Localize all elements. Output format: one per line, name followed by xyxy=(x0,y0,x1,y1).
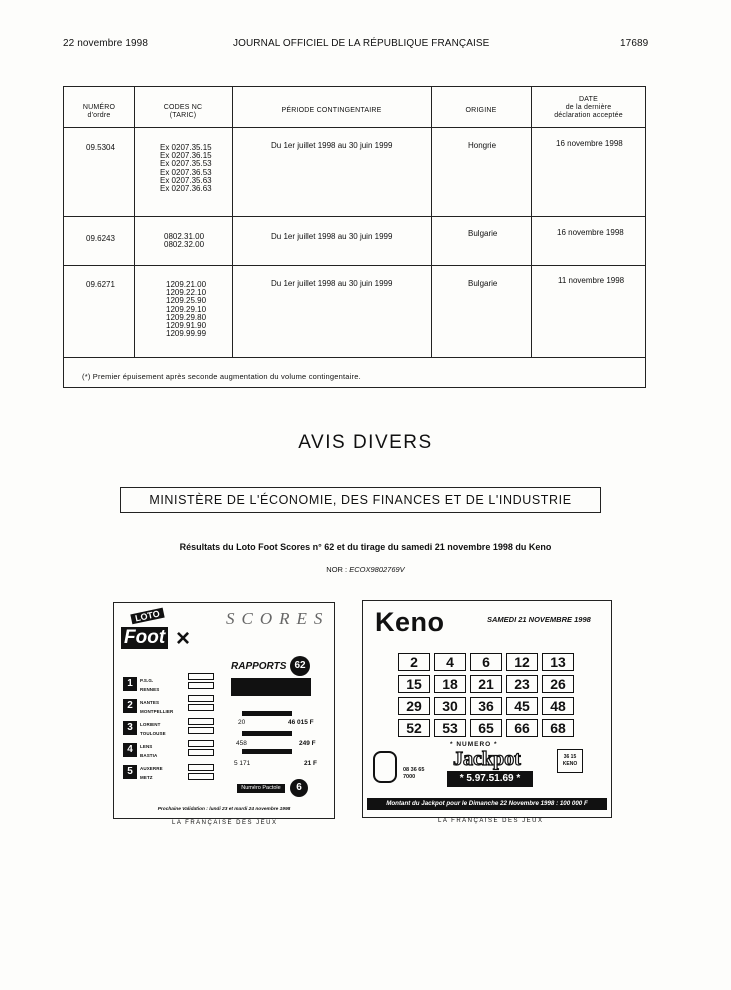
contingent-table xyxy=(63,86,646,388)
keno-number: 13 xyxy=(542,653,574,671)
keno-number: 21 xyxy=(470,675,502,693)
keno-title: Keno xyxy=(375,607,445,637)
header-date: DATE de la dernière déclaration acceptée xyxy=(554,96,623,119)
keno-footer: LA FRANÇAISE DES JEUX xyxy=(438,818,544,824)
score-grid xyxy=(188,718,214,725)
rapports-label: RAPPORTS xyxy=(231,661,287,672)
row-codes: 0802.31.00 0802.32.00 xyxy=(164,232,205,250)
row-periode: Du 1er juillet 1998 au 30 juin 1999 xyxy=(271,232,393,241)
keno-number: 15 xyxy=(398,675,430,693)
jackpot-banner: Montant du Jackpot pour le Dimanche 22 Novembre 1998 : 100 000 F xyxy=(367,798,607,810)
nor-line: NOR : ECOX9802769V xyxy=(326,565,405,574)
row-date: 16 novembre 1998 xyxy=(557,228,624,237)
row-codes: Ex 0207.35.15 Ex 0207.36.15 Ex 0207.35.53 Ex 0207.36.53 Ex 0207.35.63 Ex 0207.36.63 xyxy=(160,143,212,194)
keno-number: 52 xyxy=(398,719,430,737)
jackpot-number: * 5.97.51.69 * xyxy=(447,771,533,787)
table-footnote: (*) Premier épuisement après seconde augmentation du volume contingentaire. xyxy=(82,372,361,381)
rapport-winners: 458 xyxy=(236,740,247,747)
match-number: 3 xyxy=(123,721,137,735)
results-title: Résultats du Loto Foot Scores n° 62 et du tirage du samedi 21 novembre 1998 du Keno xyxy=(179,542,552,552)
ministere-box: MINISTÈRE DE L'ÉCONOMIE, DES FINANCES ET DE L'INDUSTRIE xyxy=(120,487,601,513)
keno-number: 2 xyxy=(398,653,430,671)
row-origine: Bulgarie xyxy=(468,229,498,238)
header-date: 22 novembre 1998 xyxy=(63,38,148,49)
match-number: 1 xyxy=(123,677,137,691)
loto-foot-logo: LOTO Foot × xyxy=(121,611,193,655)
keno-number: 6 xyxy=(470,653,502,671)
rapport-winners: 20 xyxy=(238,719,246,726)
score-grid xyxy=(188,695,214,702)
jackpot-word: Jackpot xyxy=(453,748,521,770)
score-grid xyxy=(188,773,214,780)
row-periode: Du 1er juillet 1998 au 30 juin 1999 xyxy=(271,141,393,150)
rapports-header-bar xyxy=(231,678,311,696)
rapport-amount: 46 015 F xyxy=(288,719,314,726)
header-origine: ORIGINE xyxy=(465,107,497,114)
keno-number: 45 xyxy=(506,697,538,715)
row-origine: Hongrie xyxy=(468,141,497,150)
logo-x-mark: × xyxy=(176,625,191,652)
row-numero: 09.6243 xyxy=(86,234,115,243)
keno-number: 18 xyxy=(434,675,466,693)
score-grid xyxy=(188,704,214,711)
loto-foot-panel: LOTO Foot × SCORES 1 P.S.G. RENNES 2 NANTES MONTPELLIER 3 LORIENT TOULOUSE 4 LENS BASTIA 5 AUXERRE METZ RAPPORTS 62 20 46 015 F 458 249 F 5 171 21 F Numéro Pactole 6 Prochaine Validation : lundi 23 et mardi 24 novembre 1998 xyxy=(113,602,335,819)
keno-number: 48 xyxy=(542,697,574,715)
rank-bar xyxy=(242,711,292,716)
row-codes: 1209.21.00 1209.22.10 1209.25.90 1209.29.10 1209.29.80 1209.91.90 1209.99.99 xyxy=(166,280,207,339)
row-numero: 09.6271 xyxy=(86,280,115,289)
section-title: AVIS DIVERS xyxy=(298,432,433,453)
score-grid xyxy=(188,764,214,771)
header-page-number: 17689 xyxy=(620,38,649,49)
numero-label: * NUMERO * xyxy=(450,741,498,748)
match-number: 5 xyxy=(123,765,137,779)
table-row-divider xyxy=(64,357,645,358)
rapport-amount: 249 F xyxy=(299,740,316,747)
header-numero: NUMÉRO d'ordre xyxy=(82,104,116,119)
table-row-divider xyxy=(64,216,645,217)
row-date: 16 novembre 1998 xyxy=(556,139,623,148)
keno-number: 36 xyxy=(470,697,502,715)
row-periode: Du 1er juillet 1998 au 30 juin 1999 xyxy=(271,279,393,288)
keno-number: 12 xyxy=(506,653,538,671)
keno-number: 30 xyxy=(434,697,466,715)
pactole-label: Numéro Pactole xyxy=(237,784,285,793)
scores-word: SCORES xyxy=(226,609,330,628)
minitel-icon: 36 15 KENO xyxy=(557,749,583,773)
score-grid xyxy=(188,682,214,689)
grid-number-badge: 62 xyxy=(290,656,310,676)
keno-number: 29 xyxy=(398,697,430,715)
keno-number: 66 xyxy=(506,719,538,737)
rapport-winners: 5 171 xyxy=(234,760,251,767)
phone-icon xyxy=(373,751,397,783)
keno-panel xyxy=(362,600,612,818)
keno-number: 23 xyxy=(506,675,538,693)
header-periode: PÉRIODE CONTINGENTAIRE xyxy=(281,107,382,114)
keno-number: 26 xyxy=(542,675,574,693)
score-grid xyxy=(188,727,214,734)
rank-bar xyxy=(242,731,292,736)
table-row-divider xyxy=(64,265,645,266)
phone-number: 08 36 65 7000 xyxy=(403,767,425,780)
row-origine: Bulgarie xyxy=(468,279,498,288)
pactole-number: 6 xyxy=(290,779,308,797)
match-number: 2 xyxy=(123,699,137,713)
score-grid xyxy=(188,740,214,747)
keno-number: 65 xyxy=(470,719,502,737)
validation-line: Prochaine Validation : lundi 23 et mardi 24 novembre 1998 xyxy=(157,807,291,812)
rapport-amount: 21 F xyxy=(304,760,318,767)
keno-date: SAMEDI 21 NOVEMBRE 1998 xyxy=(487,615,591,624)
row-date: 11 novembre 1998 xyxy=(558,276,625,285)
loto-footer: LA FRANÇAISE DES JEUX xyxy=(172,820,278,826)
match-number: 4 xyxy=(123,743,137,757)
score-grid xyxy=(188,749,214,756)
table-row-divider xyxy=(64,127,645,128)
keno-number: 53 xyxy=(434,719,466,737)
score-grid xyxy=(188,673,214,680)
row-numero: 09.5304 xyxy=(86,143,115,152)
rank-bar xyxy=(242,749,292,754)
header-journal: JOURNAL OFFICIEL DE LA RÉPUBLIQUE FRANÇAISE xyxy=(233,38,490,49)
keno-number: 68 xyxy=(542,719,574,737)
header-codes: CODES NC (TARIC) xyxy=(163,104,203,119)
keno-number: 4 xyxy=(434,653,466,671)
